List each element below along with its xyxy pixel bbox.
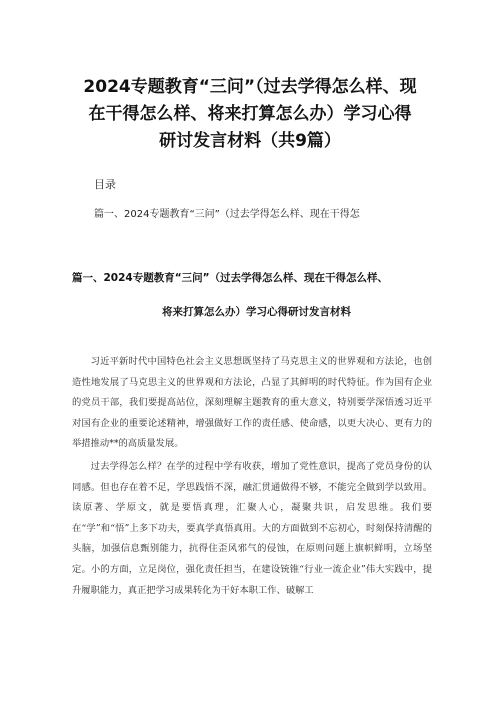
section-title-line-2: 将来打算怎么办）学习心得研讨发言材料 [162,306,351,318]
title-line-1: 2024专题教育“三问”（过去学得怎么样、现 [83,77,417,97]
section-title-line-1: 篇一、2024专题教育“三问”（过去学得怎么样、现在干得怎么样、 [72,272,389,284]
paragraph-text: 过去学得怎么样？在学的过程中学有收获，增加了党性意识，提高了党员身份的认同感。但也存在着不足，学思践悟不深，融汇贯通做得不够，不能完全做到学以致用。读原著、学原文，就是要悟真理，汇聚人心，凝聚共识，启发思维。我们要在“学”和“悟”上多下功夫，要真学真悟真用。大的方面做到不忘初心，时刻保持清醒的头脑，加强信息甄别能力，抗得住歪风邪气的侵蚀，在原则问题上旗帜鲜明，立场坚定。小的方面，立足岗位，强化责任担当，在建设铳锥“行业一流企业”伟大实践中，提升履职能力，真正把学习成果转化为干好本职工作、破解工 [72,461,432,596]
title-line-3: 研讨发言材料（共9篇） [159,131,341,151]
document-title [40,74,460,155]
paragraph-text: 习近平新时代中国特色社会主义思想既坚持了马克思主义的世界观和方法论，也创造性地发展了马克思主义的世界观和方法论，凸显了其鲜明的时代特征。作为国有企业的党员干部，我们要提高站位，深刻理解主题教育的重大意义，特别要学深悟透习近平对国有企业的重要论述精神，增强做好工作的责任感、使命感，以更大决心、更有力的举措推动**的高质量发展。 [72,356,432,450]
body-paragraph-2 [72,457,432,601]
title-line-2: 在干得怎么样、将来打算怎么办）学习心得 [88,104,412,124]
toc-item[interactable]: 篇一、2024专题教育“三问”（过去学得怎么样、现在干得怎 [94,209,360,220]
toc-heading: 目录 [94,178,116,191]
body-paragraph-1 [72,352,432,455]
